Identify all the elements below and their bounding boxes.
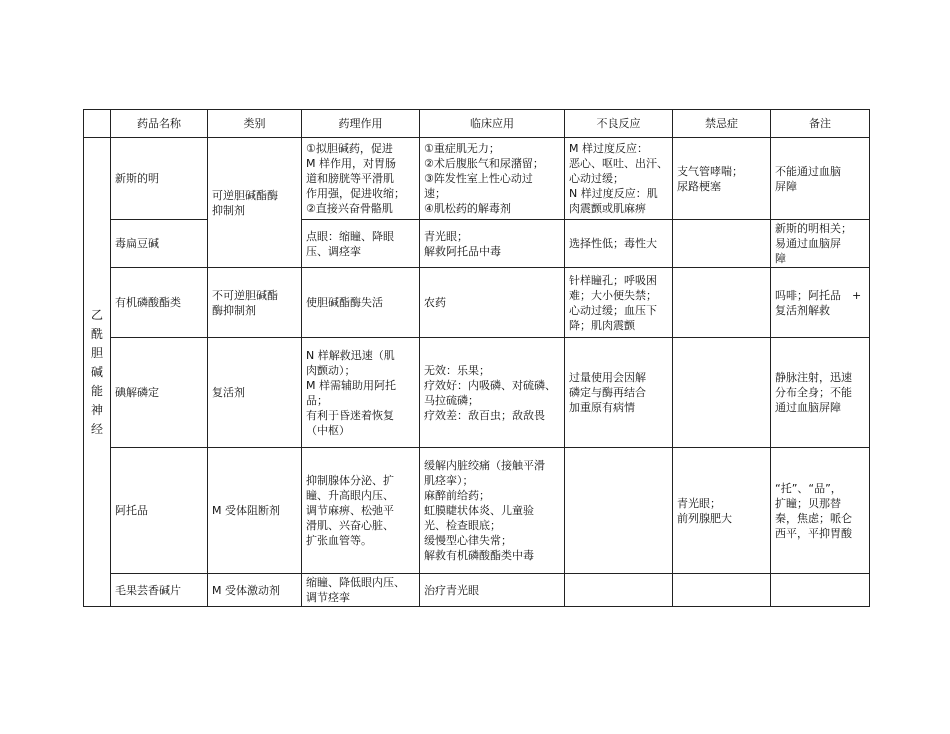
drug-adverse: 针样瞳孔；呼吸困 难；大小便失禁； 心动过缓；血压下 降；肌肉震颤	[565, 268, 673, 338]
drug-clinical: 缓解内脏绞痛（接触平滑 肌痉挛）； 麻醉前给药； 虹膜睫状体炎、儿童验 光、检查眼底； 缓慢型心律失常； 解救有机磷酸酯类中毒	[420, 448, 565, 574]
header-type: 类别	[208, 110, 302, 138]
drug-notes: 吗啡；阿托品 + 复活剂解救	[771, 268, 870, 338]
category-cell	[84, 138, 111, 607]
drug-name: 毒扁豆碱	[111, 220, 208, 268]
drug-adverse: 选择性低；毒性大	[565, 220, 673, 268]
drug-notes	[771, 574, 870, 607]
table-row	[84, 268, 870, 338]
drug-contra	[673, 574, 771, 607]
drug-notes: 不能通过血脑 屏障	[771, 138, 870, 220]
drug-contra	[673, 220, 771, 268]
drug-pharmacology: 点眼：缩瞳、降眼 压、调痉挛	[302, 220, 420, 268]
drug-adverse: M 样过度反应： 恶心、呕吐、出汗、 心动过缓； N 样过度反应：肌 肉震颤或肌麻痹	[565, 138, 673, 220]
drug-clinical: 治疗青光眼	[420, 574, 565, 607]
header-pharmacology: 药理作用	[302, 110, 420, 138]
drug-contra: 青光眼； 前列腺肥大	[673, 448, 771, 574]
drug-clinical: ①重症肌无力； ②术后腹胀气和尿潴留； ③阵发性室上性心动过 速； ④肌松药的解毒剂	[420, 138, 565, 220]
drug-name: 毛果芸香碱片	[111, 574, 208, 607]
drug-pharmacology: N 样解救迅速（肌 肉颤动）； M 样需辅助用阿托 品； 有利于昏迷着恢复 （中枢）	[302, 338, 420, 448]
drug-adverse	[565, 448, 673, 574]
drug-type: M 受体阻断剂	[208, 448, 302, 574]
table-row	[84, 220, 870, 268]
table-row	[84, 574, 870, 607]
table-row	[84, 138, 870, 220]
header-empty	[84, 110, 111, 138]
drug-clinical: 青光眼； 解救阿托品中毒	[420, 220, 565, 268]
drug-type: M 受体激动剂	[208, 574, 302, 607]
drug-name: 新斯的明	[111, 138, 208, 220]
header-notes: 备注	[771, 110, 870, 138]
table-row	[84, 448, 870, 574]
drug-name: 碘解磷定	[111, 338, 208, 448]
header-drug-name: 药品名称	[111, 110, 208, 138]
drug-type: 不可逆胆碱酯 酶抑制剂	[208, 268, 302, 338]
table-row	[84, 338, 870, 448]
drug-name: 阿托品	[111, 448, 208, 574]
header-clinical: 临床应用	[420, 110, 565, 138]
header-contraindication: 禁忌症	[673, 110, 771, 138]
drug-notes: “托”、“品”， 扩瞳；贝那替 秦，焦虑；哌仑 西平，平抑胃酸	[771, 448, 870, 574]
drug-adverse	[565, 574, 673, 607]
drug-contra	[673, 338, 771, 448]
drug-name: 有机磷酸酯类	[111, 268, 208, 338]
category-label: 乙酰胆碱能神经	[91, 307, 104, 436]
drug-table	[83, 109, 870, 607]
drug-contra: 支气管哮喘； 尿路梗塞	[673, 138, 771, 220]
drug-type: 复活剂	[208, 338, 302, 448]
drug-type: 可逆胆碱酯酶 抑制剂	[208, 138, 302, 268]
drug-pharmacology: 缩瞳、降低眼内压、 调节痉挛	[302, 574, 420, 607]
drug-pharmacology: 抑制腺体分泌、扩 瞳、升高眼内压、 调节麻痹、松弛平 滑肌、兴奋心脏、 扩张血管等。	[302, 448, 420, 574]
drug-contra	[673, 268, 771, 338]
drug-pharmacology: 使胆碱酯酶失活	[302, 268, 420, 338]
drug-notes: 静脉注射，迅速 分布全身；不能 通过血脑屏障	[771, 338, 870, 448]
drug-adverse: 过量使用会因解 磷定与酶再结合 加重原有病情	[565, 338, 673, 448]
drug-clinical: 无效：乐果； 疗效好：内吸磷、对硫磷、 马拉硫磷； 疗效差：敌百虫；敌敌畏	[420, 338, 565, 448]
header-row	[84, 110, 870, 138]
drug-clinical: 农药	[420, 268, 565, 338]
drug-pharmacology: ①拟胆碱药，促进 M 样作用，对胃肠 道和膀胱等平滑肌 作用强，促进收缩； ②直接兴奋骨骼肌	[302, 138, 420, 220]
header-adverse: 不良反应	[565, 110, 673, 138]
drug-notes: 新斯的明相关； 易通过血脑屏 障	[771, 220, 870, 268]
